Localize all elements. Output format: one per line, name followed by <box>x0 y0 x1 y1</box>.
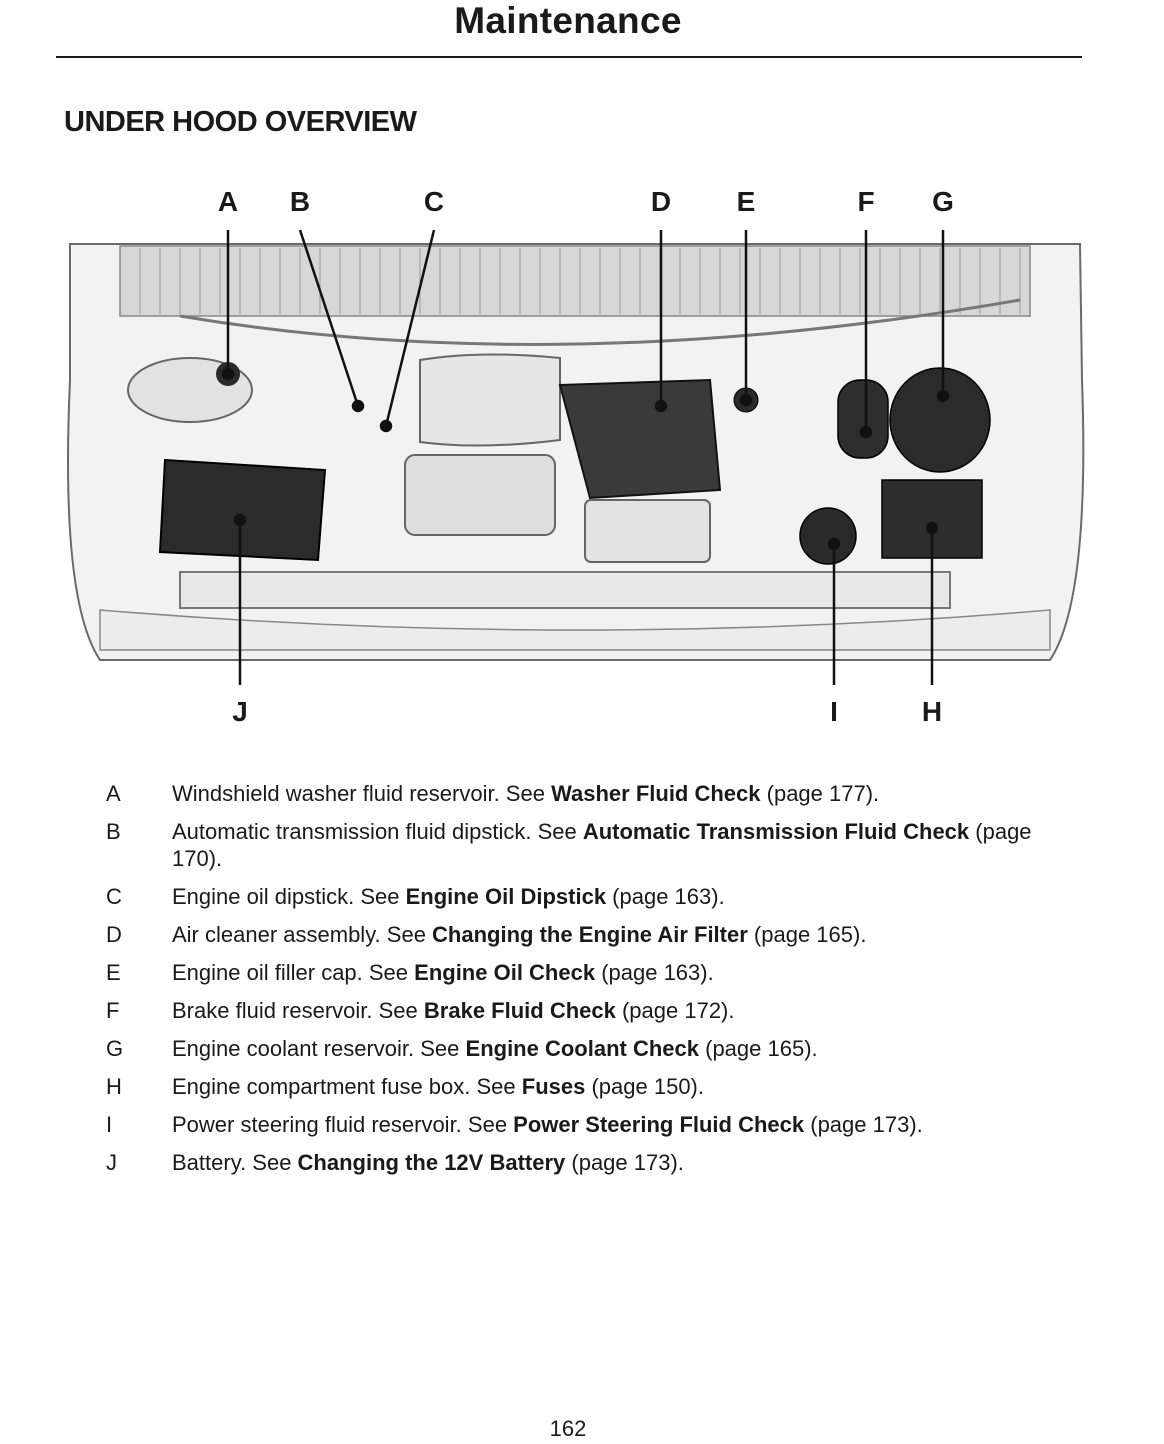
legend-description: Engine coolant reservoir. See Engine Coolant Check (page 165). <box>172 1036 818 1061</box>
leader-dot-c <box>381 421 391 431</box>
engine-block <box>405 455 555 535</box>
callout-a: A <box>217 186 239 217</box>
legend-reference[interactable]: Engine Coolant Check <box>465 1036 699 1061</box>
parts-legend <box>100 780 1080 1187</box>
leader-dot-f <box>861 427 871 437</box>
legend-reference[interactable]: Changing the 12V Battery <box>297 1150 566 1175</box>
legend-row <box>100 1035 1080 1062</box>
leader-dot-d <box>656 401 666 411</box>
legend-row <box>100 883 1080 910</box>
callout-e: E <box>736 186 756 217</box>
legend-description: Brake fluid reservoir. See Brake Fluid Check (page 172). <box>172 998 735 1023</box>
legend-row <box>100 1149 1080 1176</box>
legend-description: Engine oil filler cap. See Engine Oil Check (page 163). <box>172 960 714 985</box>
leader-dot-a <box>223 369 233 379</box>
legend-description: Automatic transmission fluid dipstick. See Automatic Transmission Fluid Check (page 170). <box>172 819 1032 871</box>
legend-key: B <box>106 819 121 844</box>
legend-description: Engine oil dipstick. See Engine Oil Dipstick (page 163). <box>172 884 725 909</box>
leader-dot-h <box>927 523 937 533</box>
air-intake-duct <box>420 354 560 445</box>
section-heading: UNDER HOOD OVERVIEW <box>64 106 417 138</box>
leader-dot-i <box>829 539 839 549</box>
legend-description: Engine compartment fuse box. See Fuses (page 150). <box>172 1074 704 1099</box>
legend-reference[interactable]: Power Steering Fluid Check <box>513 1112 805 1137</box>
radiator-grille <box>120 246 1030 316</box>
power-steering-reservoir <box>800 508 856 564</box>
legend-reference[interactable]: Changing the Engine Air Filter <box>432 922 748 947</box>
leader-dot-e <box>741 395 751 405</box>
legend-description: Windshield washer fluid reservoir. See Washer Fluid Check (page 177). <box>172 781 880 806</box>
callout-b: B <box>289 186 311 217</box>
engine-manifold <box>585 500 710 562</box>
legend-key: F <box>106 998 120 1023</box>
legend-row <box>100 959 1080 986</box>
legend-key: C <box>106 884 122 909</box>
coolant-reservoir <box>890 368 990 472</box>
legend-reference[interactable]: Engine Oil Check <box>414 960 596 985</box>
legend-reference[interactable]: Engine Oil Dipstick <box>405 884 607 909</box>
legend-key: G <box>106 1036 124 1061</box>
callout-h: H <box>921 696 943 727</box>
legend-description: Battery. See Changing the 12V Battery (page 173). <box>172 1150 684 1175</box>
callout-j: J <box>232 696 248 727</box>
callout-f: F <box>857 186 875 217</box>
leader-dot-b <box>353 401 363 411</box>
legend-row <box>100 921 1080 948</box>
engine-bay-drawing <box>60 180 1090 740</box>
legend-key: J <box>106 1150 117 1175</box>
leader-dot-g <box>938 391 948 401</box>
page-title: Maintenance <box>454 0 682 41</box>
legend-reference[interactable]: Brake Fluid Check <box>423 998 616 1023</box>
callout-c: C <box>423 186 445 217</box>
legend-description: Power steering fluid reservoir. See Power Steering Fluid Check (page 173). <box>172 1112 923 1137</box>
title-rule <box>56 56 1082 58</box>
legend-reference[interactable]: Washer Fluid Check <box>551 781 761 806</box>
callout-g: G <box>932 186 954 217</box>
legend-key: I <box>106 1112 113 1137</box>
legend-reference[interactable]: Fuses <box>521 1074 586 1099</box>
brake-reservoir <box>838 380 888 458</box>
battery <box>160 460 325 560</box>
legend-row <box>100 1111 1080 1138</box>
callout-d: D <box>650 186 672 217</box>
legend-key: D <box>106 922 122 947</box>
engine-bay-illustration <box>60 180 1090 740</box>
legend-row <box>100 780 1080 807</box>
legend-reference[interactable]: Automatic Transmission Fluid Check <box>582 819 970 844</box>
callout-i: I <box>830 696 838 727</box>
page-number: 162 <box>549 1416 587 1441</box>
legend-row <box>100 818 1080 872</box>
legend-key: E <box>106 960 121 985</box>
legend-row <box>100 997 1080 1024</box>
legend-row <box>100 1073 1080 1100</box>
legend-key: H <box>106 1074 122 1099</box>
legend-key: A <box>106 781 121 806</box>
leader-dot-j <box>235 515 245 525</box>
legend-description: Air cleaner assembly. See Changing the Engine Air Filter (page 165). <box>172 922 867 947</box>
